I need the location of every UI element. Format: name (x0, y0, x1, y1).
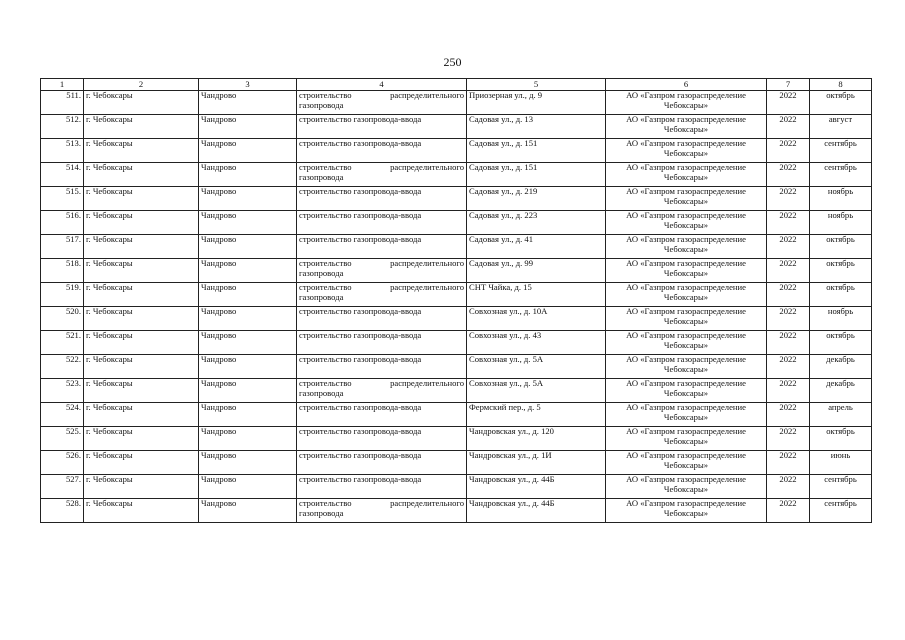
organization-cell (606, 283, 767, 307)
year-cell: 2022 (767, 379, 810, 403)
table-row (41, 475, 872, 499)
organization-cell (606, 499, 767, 523)
table-row (41, 331, 872, 355)
address-cell: Совхозная ул., д. 10А (467, 307, 606, 331)
row-number-cell: 528. (41, 499, 84, 523)
work-type-line: строительство газопровода-ввода (299, 186, 422, 196)
organization-line: Чебоксары» (663, 147, 709, 158)
row-number-cell: 524. (41, 403, 84, 427)
work-type-cell (297, 427, 467, 451)
year-cell: 2022 (767, 139, 810, 163)
month-cell: октябрь (810, 283, 872, 307)
month-cell: сентябрь (810, 475, 872, 499)
address-cell: Чандровская ул., д. 120 (467, 427, 606, 451)
organization-cell (606, 235, 767, 259)
row-number-cell: 511. (41, 91, 84, 115)
city-cell: г. Чебоксары (84, 475, 199, 499)
organization-line: АО «Газпром газораспределение (626, 498, 746, 508)
organization-cell (606, 259, 767, 283)
column-header: 2 (84, 79, 199, 91)
work-type-line: строительство распределительного (299, 378, 464, 388)
city-cell: г. Чебоксары (84, 499, 199, 523)
year-cell: 2022 (767, 331, 810, 355)
month-cell: октябрь (810, 259, 872, 283)
organization-cell (606, 427, 767, 451)
city-cell: г. Чебоксары (84, 91, 199, 115)
row-number-cell: 523. (41, 379, 84, 403)
address-cell: Совхозная ул., д. 5А (467, 379, 606, 403)
column-header: 6 (606, 79, 767, 91)
table-row (41, 403, 872, 427)
column-header: 1 (41, 79, 84, 91)
address-cell: Чандровская ул., д. 1И (467, 451, 606, 475)
settlement-cell: Чандрово (199, 259, 297, 283)
work-type-cell (297, 355, 467, 379)
organization-line: Чебоксары» (663, 267, 709, 278)
address-cell: Садовая ул., д. 223 (467, 211, 606, 235)
organization-line: Чебоксары» (663, 339, 709, 350)
organization-cell (606, 307, 767, 331)
city-cell: г. Чебоксары (84, 451, 199, 475)
work-type-line: газопровода (299, 387, 344, 398)
city-cell: г. Чебоксары (84, 163, 199, 187)
city-cell: г. Чебоксары (84, 235, 199, 259)
organization-line: АО «Газпром газораспределение (626, 162, 746, 172)
work-type-cell (297, 331, 467, 355)
work-type-cell (297, 91, 467, 115)
organization-cell (606, 475, 767, 499)
year-cell: 2022 (767, 115, 810, 139)
organization-line: АО «Газпром газораспределение (626, 354, 746, 364)
city-cell: г. Чебоксары (84, 283, 199, 307)
work-type-line: строительство газопровода-ввода (299, 330, 422, 340)
settlement-cell: Чандрово (199, 163, 297, 187)
work-type-cell (297, 235, 467, 259)
work-type-cell (297, 451, 467, 475)
organization-line: АО «Газпром газораспределение (626, 210, 746, 220)
city-cell: г. Чебоксары (84, 379, 199, 403)
row-number-cell: 522. (41, 355, 84, 379)
work-type-line: строительство газопровода-ввода (299, 402, 422, 412)
settlement-cell: Чандрово (199, 451, 297, 475)
organization-line: АО «Газпром газораспределение (626, 450, 746, 460)
row-number-cell: 520. (41, 307, 84, 331)
city-cell: г. Чебоксары (84, 211, 199, 235)
organization-line: АО «Газпром газораспределение (626, 186, 746, 196)
column-header: 3 (199, 79, 297, 91)
address-cell: Совхозная ул., д. 43 (467, 331, 606, 355)
address-cell: Чандровская ул., д. 44Б (467, 475, 606, 499)
table-row (41, 355, 872, 379)
organization-cell (606, 379, 767, 403)
month-cell: июнь (810, 451, 872, 475)
column-header: 8 (810, 79, 872, 91)
table-row (41, 211, 872, 235)
organization-line: АО «Газпром газораспределение (626, 90, 746, 100)
work-type-line: строительство газопровода-ввода (299, 210, 422, 220)
month-cell: сентябрь (810, 499, 872, 523)
month-cell: сентябрь (810, 163, 872, 187)
address-cell: Совхозная ул., д. 5А (467, 355, 606, 379)
year-cell: 2022 (767, 499, 810, 523)
work-type-cell (297, 139, 467, 163)
year-cell: 2022 (767, 451, 810, 475)
work-type-line: строительство газопровода-ввода (299, 138, 422, 148)
work-type-line: строительство распределительного (299, 162, 464, 172)
row-number-cell: 514. (41, 163, 84, 187)
organization-cell (606, 163, 767, 187)
row-number-cell: 518. (41, 259, 84, 283)
month-cell: ноябрь (810, 187, 872, 211)
work-type-line: газопровода (299, 99, 344, 110)
work-type-cell (297, 211, 467, 235)
organization-cell (606, 451, 767, 475)
work-type-line: газопровода (299, 291, 344, 302)
settlement-cell: Чандрово (199, 475, 297, 499)
organization-line: Чебоксары» (663, 315, 709, 326)
table-row (41, 139, 872, 163)
city-cell: г. Чебоксары (84, 331, 199, 355)
work-type-line: газопровода (299, 507, 344, 518)
month-cell: сентябрь (810, 139, 872, 163)
organization-line: Чебоксары» (663, 171, 709, 182)
address-cell: Приозерная ул., д. 9 (467, 91, 606, 115)
year-cell: 2022 (767, 211, 810, 235)
settlement-cell: Чандрово (199, 331, 297, 355)
month-cell: апрель (810, 403, 872, 427)
table-body (41, 91, 872, 523)
city-cell: г. Чебоксары (84, 187, 199, 211)
table-row (41, 115, 872, 139)
city-cell: г. Чебоксары (84, 115, 199, 139)
city-cell: г. Чебоксары (84, 427, 199, 451)
settlement-cell: Чандрово (199, 379, 297, 403)
year-cell: 2022 (767, 283, 810, 307)
month-cell: октябрь (810, 235, 872, 259)
organization-line: Чебоксары» (663, 243, 709, 254)
organization-line: АО «Газпром газораспределение (626, 378, 746, 388)
settlement-cell: Чандрово (199, 139, 297, 163)
settlement-cell: Чандрово (199, 235, 297, 259)
work-type-cell (297, 259, 467, 283)
month-cell: ноябрь (810, 307, 872, 331)
organization-line: Чебоксары» (663, 99, 709, 110)
month-cell: ноябрь (810, 211, 872, 235)
year-cell: 2022 (767, 403, 810, 427)
year-cell: 2022 (767, 91, 810, 115)
address-cell: Садовая ул., д. 99 (467, 259, 606, 283)
row-number-cell: 515. (41, 187, 84, 211)
settlement-cell: Чандрово (199, 355, 297, 379)
organization-cell (606, 139, 767, 163)
organization-cell (606, 115, 767, 139)
address-cell: Садовая ул., д. 13 (467, 115, 606, 139)
year-cell: 2022 (767, 475, 810, 499)
work-type-line: строительство газопровода-ввода (299, 234, 422, 244)
table-row (41, 451, 872, 475)
organization-line: АО «Газпром газораспределение (626, 138, 746, 148)
row-number-cell: 521. (41, 331, 84, 355)
work-type-cell (297, 403, 467, 427)
organization-line: Чебоксары» (663, 435, 709, 446)
organization-cell (606, 403, 767, 427)
organization-line: АО «Газпром газораспределение (626, 114, 746, 124)
organization-line: Чебоксары» (663, 411, 709, 422)
work-type-cell (297, 283, 467, 307)
row-number-cell: 527. (41, 475, 84, 499)
work-type-line: строительство распределительного (299, 498, 464, 508)
work-type-line: строительство газопровода-ввода (299, 474, 422, 484)
table-row (41, 379, 872, 403)
work-type-cell (297, 307, 467, 331)
organization-line: Чебоксары» (663, 219, 709, 230)
city-cell: г. Чебоксары (84, 259, 199, 283)
table-row (41, 283, 872, 307)
work-type-cell (297, 163, 467, 187)
page-number: 250 (443, 55, 462, 69)
table-row (41, 187, 872, 211)
year-cell: 2022 (767, 163, 810, 187)
work-type-line: строительство распределительного (299, 258, 464, 268)
address-cell: Садовая ул., д. 151 (467, 139, 606, 163)
settlement-cell: Чандрово (199, 427, 297, 451)
table-row (41, 91, 872, 115)
table-header-row (41, 79, 872, 91)
organization-cell (606, 187, 767, 211)
work-type-cell (297, 475, 467, 499)
year-cell: 2022 (767, 259, 810, 283)
organization-line: Чебоксары» (663, 483, 709, 494)
address-cell: Садовая ул., д. 151 (467, 163, 606, 187)
month-cell: октябрь (810, 331, 872, 355)
table-row (41, 307, 872, 331)
column-header: 7 (767, 79, 810, 91)
organization-line: Чебоксары» (663, 507, 709, 518)
settlement-cell: Чандрово (199, 403, 297, 427)
address-cell: Фермский пер., д. 5 (467, 403, 606, 427)
city-cell: г. Чебоксары (84, 403, 199, 427)
address-cell: СНТ Чайка, д. 15 (467, 283, 606, 307)
city-cell: г. Чебоксары (84, 355, 199, 379)
settlement-cell: Чандрово (199, 499, 297, 523)
settlement-cell: Чандрово (199, 307, 297, 331)
settlement-cell: Чандрово (199, 211, 297, 235)
organization-line: Чебоксары» (663, 291, 709, 302)
column-header: 4 (297, 79, 467, 91)
work-type-cell (297, 499, 467, 523)
month-cell: октябрь (810, 427, 872, 451)
work-type-cell (297, 115, 467, 139)
work-type-line: строительство распределительного (299, 90, 464, 100)
address-cell: Садовая ул., д. 41 (467, 235, 606, 259)
organization-line: АО «Газпром газораспределение (626, 426, 746, 436)
row-number-cell: 512. (41, 115, 84, 139)
table-row (41, 235, 872, 259)
month-cell: декабрь (810, 355, 872, 379)
settlement-cell: Чандрово (199, 115, 297, 139)
organization-line: АО «Газпром газораспределение (626, 474, 746, 484)
work-type-line: строительство газопровода-ввода (299, 450, 422, 460)
row-number-cell: 525. (41, 427, 84, 451)
gas-construction-table (40, 78, 872, 523)
row-number-cell: 516. (41, 211, 84, 235)
row-number-cell: 517. (41, 235, 84, 259)
organization-cell (606, 91, 767, 115)
organization-cell (606, 355, 767, 379)
work-type-cell (297, 379, 467, 403)
city-cell: г. Чебоксары (84, 307, 199, 331)
year-cell: 2022 (767, 355, 810, 379)
year-cell: 2022 (767, 235, 810, 259)
address-cell: Чандровская ул., д. 44Б (467, 499, 606, 523)
year-cell: 2022 (767, 307, 810, 331)
table-row (41, 259, 872, 283)
organization-line: АО «Газпром газораспределение (626, 258, 746, 268)
organization-line: АО «Газпром газораспределение (626, 234, 746, 244)
work-type-line: газопровода (299, 171, 344, 182)
table-row (41, 499, 872, 523)
year-cell: 2022 (767, 427, 810, 451)
work-type-line: газопровода (299, 267, 344, 278)
work-type-line: строительство газопровода-ввода (299, 426, 422, 436)
organization-line: Чебоксары» (663, 459, 709, 470)
settlement-cell: Чандрово (199, 283, 297, 307)
organization-line: АО «Газпром газораспределение (626, 282, 746, 292)
work-type-line: строительство распределительного (299, 282, 464, 292)
organization-line: АО «Газпром газораспределение (626, 306, 746, 316)
work-type-cell (297, 187, 467, 211)
row-number-cell: 519. (41, 283, 84, 307)
column-header: 5 (467, 79, 606, 91)
row-number-cell: 513. (41, 139, 84, 163)
row-number-cell: 526. (41, 451, 84, 475)
organization-line: Чебоксары» (663, 363, 709, 374)
organization-line: Чебоксары» (663, 387, 709, 398)
organization-cell (606, 211, 767, 235)
organization-line: АО «Газпром газораспределение (626, 402, 746, 412)
year-cell: 2022 (767, 187, 810, 211)
month-cell: октябрь (810, 91, 872, 115)
organization-cell (606, 331, 767, 355)
month-cell: август (810, 115, 872, 139)
settlement-cell: Чандрово (199, 187, 297, 211)
organization-line: Чебоксары» (663, 195, 709, 206)
work-type-line: строительство газопровода-ввода (299, 114, 422, 124)
settlement-cell: Чандрово (199, 91, 297, 115)
table-row (41, 427, 872, 451)
work-type-line: строительство газопровода-ввода (299, 306, 422, 316)
organization-line: АО «Газпром газораспределение (626, 330, 746, 340)
organization-line: Чебоксары» (663, 123, 709, 134)
work-type-line: строительство газопровода-ввода (299, 354, 422, 364)
address-cell: Садовая ул., д. 219 (467, 187, 606, 211)
city-cell: г. Чебоксары (84, 139, 199, 163)
month-cell: декабрь (810, 379, 872, 403)
table-row (41, 163, 872, 187)
